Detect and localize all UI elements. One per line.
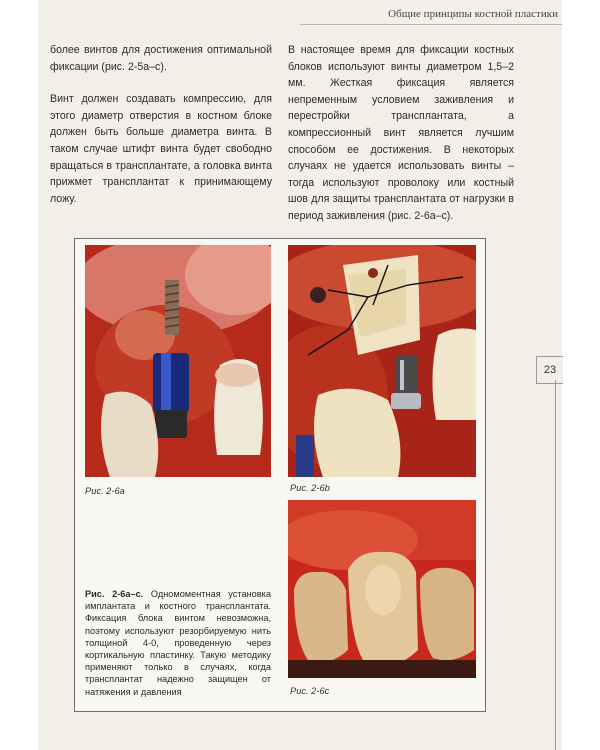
photo-implant-surgical-site xyxy=(85,245,271,477)
text-column-left xyxy=(50,42,272,223)
figure-legend-title: Рис. 2-6a–c. xyxy=(85,589,144,599)
text-column-right xyxy=(288,42,514,241)
figure-caption-a: Рис. 2-6a xyxy=(85,486,125,496)
photo-final-restoration xyxy=(288,500,476,678)
photo-bone-block-suture xyxy=(288,245,476,477)
figure-legend xyxy=(85,588,271,698)
paragraph: Винт должен создавать компрессию, для этого диаметр отверстия в костном блоке должен быть больше диаметра винта. В таком случае штифт винта будет свободно вращаться в трансплантате, а головка винта прижмет трансплантат к принимающему ложу. xyxy=(50,93,272,205)
figure-legend-text: Одномоментная установка имплантата и костного трансплантата. Фиксация блока винтом невозможна, поэтому используют резорбируемую нить толщиной 4-0, проведенную через кортикальную пластинку. Такую методику применяют только в случаях, когда трансплантат надежно защищен от натяжения и давления xyxy=(85,589,272,697)
figure-caption-c: Рис. 2-6c xyxy=(290,686,330,696)
paragraph: В настоящее время для фиксации костных блоков используют винты диаметром 1,5–2 мм. Жесткая фиксация является непременным условием заживления и перестройки трансплантата, а компрессионный винт является лучшим способом ее достижения. В некоторых случаях не удается использовать винты – тогда используют проволоку или костный шов для защиты трансплантата от нагрузки в период заживления (рис. 2-6a–c). xyxy=(288,44,514,222)
header-rule xyxy=(300,24,562,25)
margin-rule xyxy=(555,380,556,750)
page-number: 23 xyxy=(536,356,563,384)
paragraph: более винтов для достижения оптимальной фиксации (рис. 2-5a–c). xyxy=(50,44,272,73)
figure-caption-b: Рис. 2-6b xyxy=(290,483,330,493)
running-title: Общие принципы костной пластики xyxy=(388,8,558,20)
